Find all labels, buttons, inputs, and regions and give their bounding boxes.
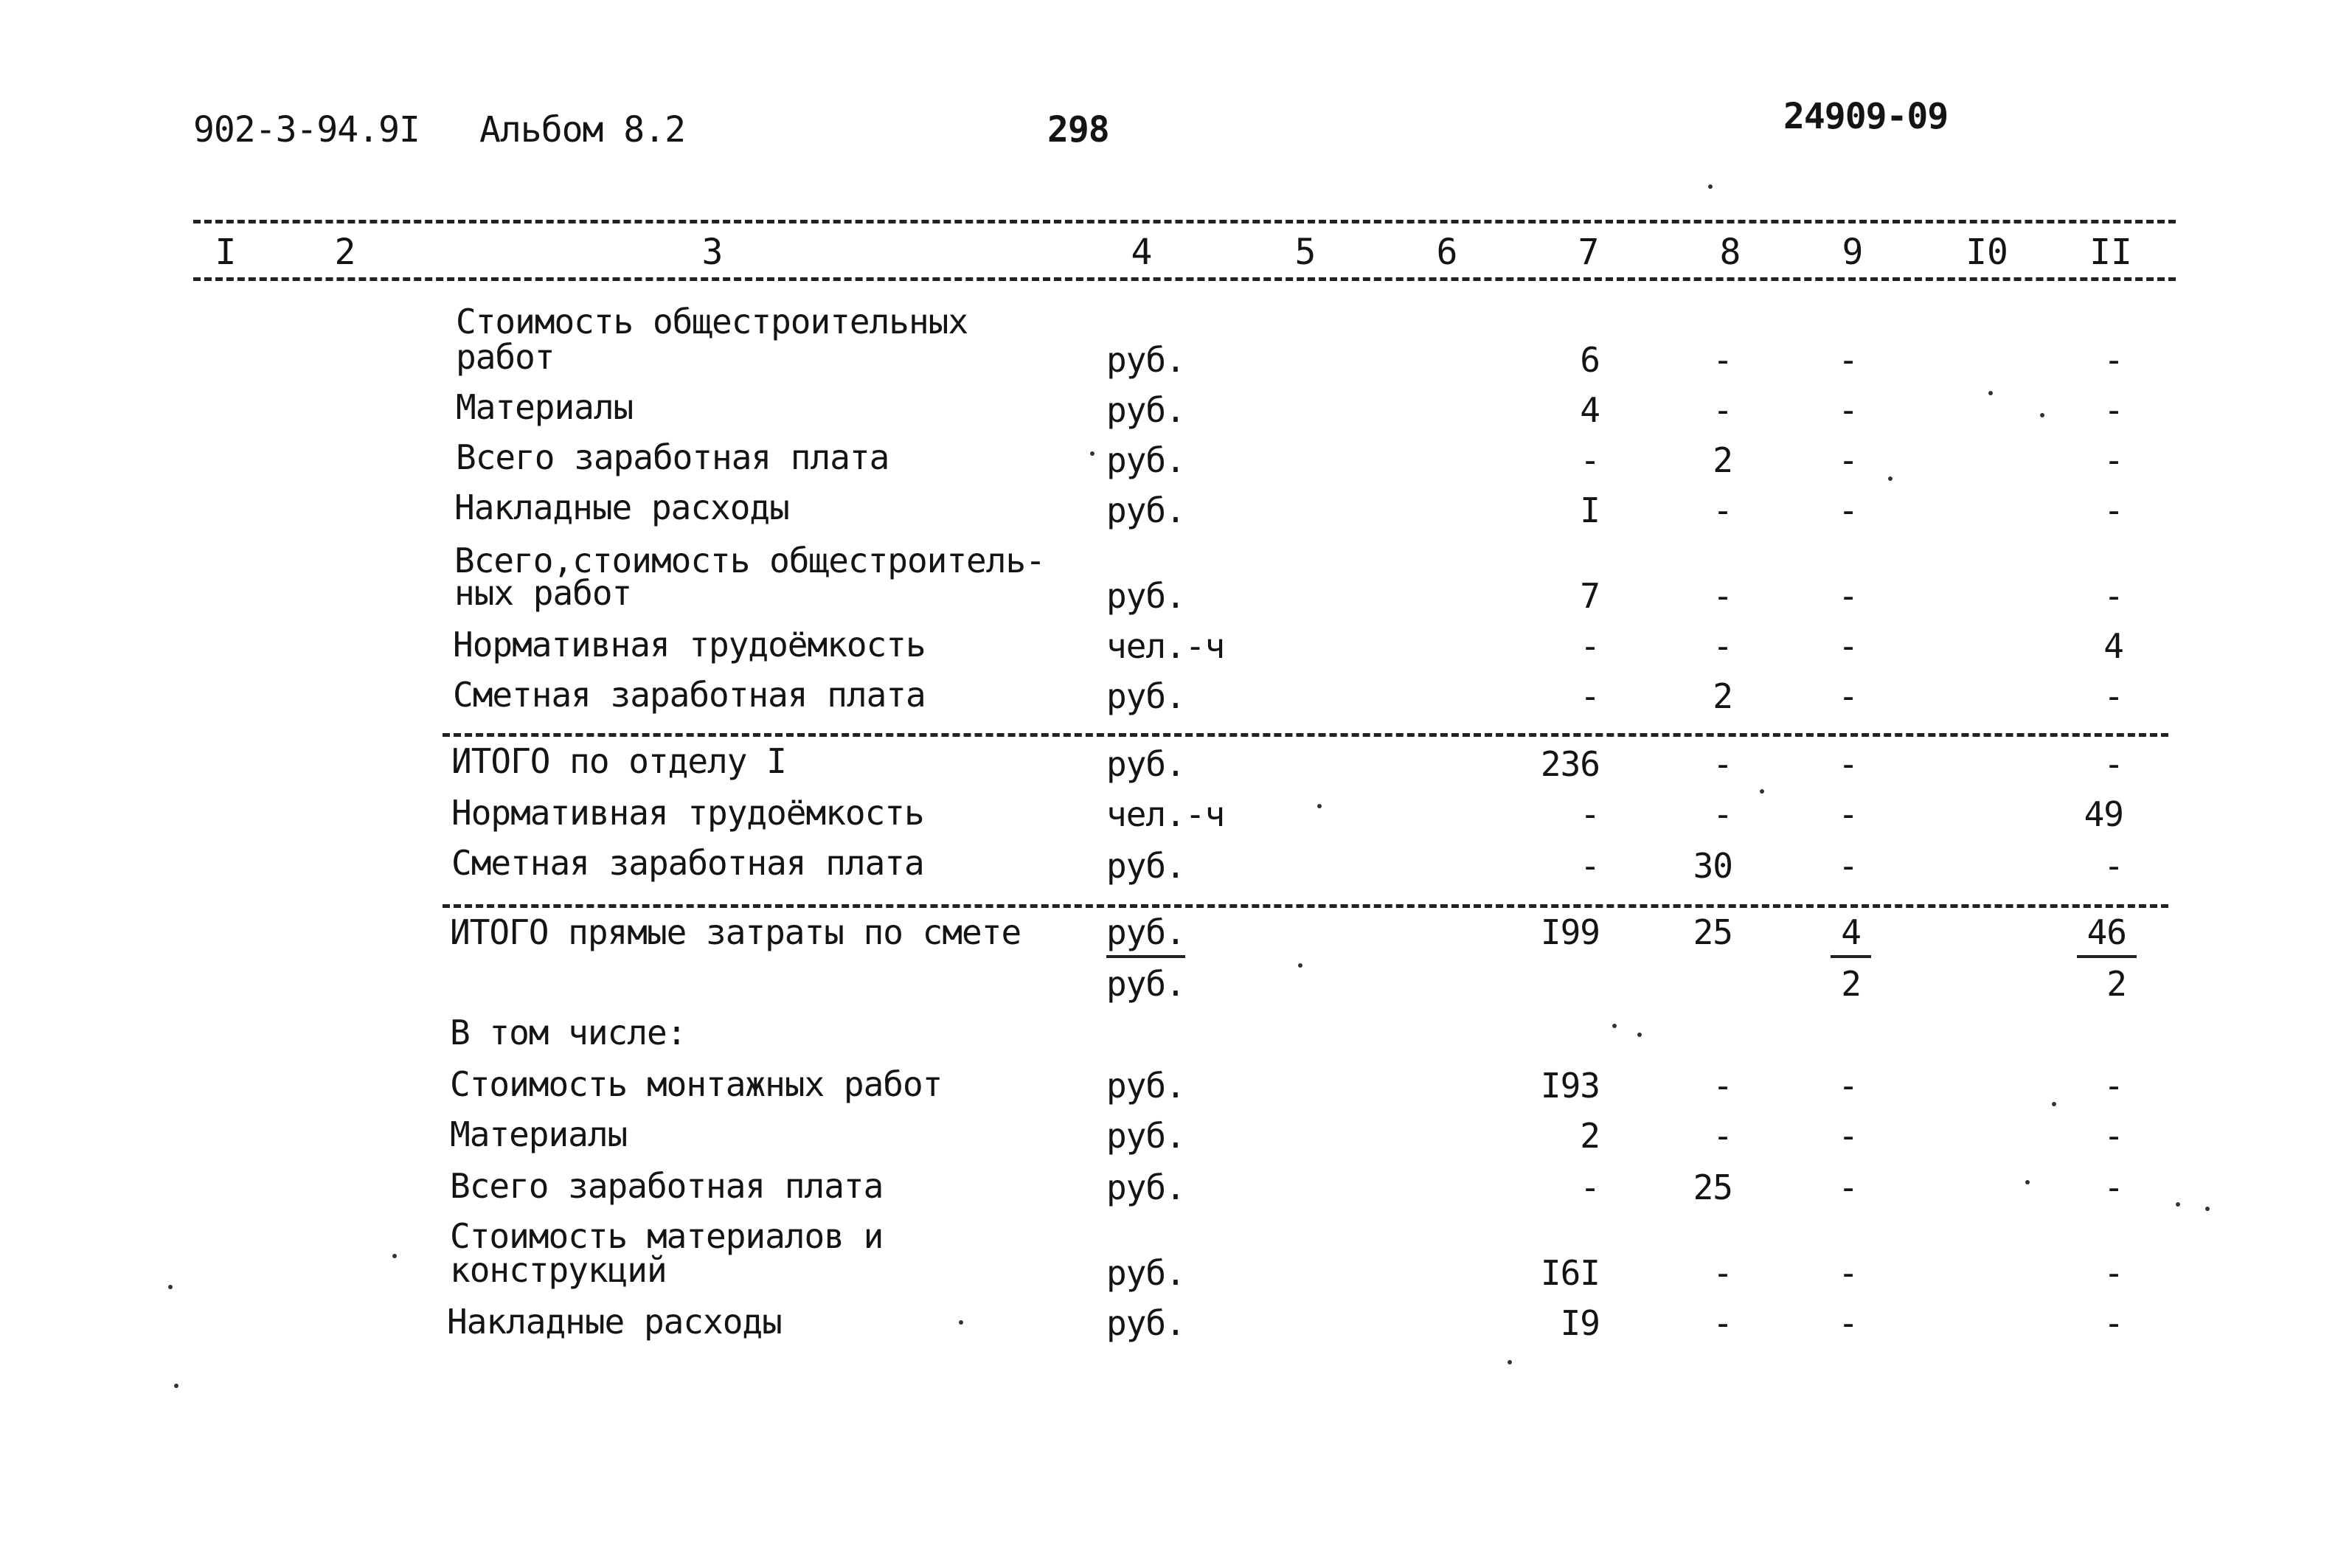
col9-cell: - [1838,1253,1858,1293]
unit-cell: руб. [1106,490,1185,530]
col11-cell: - [2103,1116,2123,1156]
col8-cell: 2 [1713,440,1732,480]
row-label: Всего заработная плата [450,1166,884,1206]
unit-cell: руб. [1106,440,1185,480]
col8-cell: - [1713,1066,1732,1106]
header-top-rule [193,220,2176,223]
col11-cell: - [2103,1168,2123,1207]
col8-cell: - [1713,794,1732,834]
row-label: Всего,стоимость общестроитель- [454,541,1045,580]
col7-cell: - [1580,1168,1600,1207]
section-total-label: ИТОГО по отделу I [451,741,786,781]
col7-cell: I93 [1540,1066,1600,1106]
col8-cell: - [1713,576,1732,616]
page-number: 298 [1047,109,1109,150]
row-label-continued: конструкций [450,1250,667,1290]
col7-cell: - [1580,626,1600,666]
header-bottom-rule [193,277,2176,281]
unit-cell-wrap [1106,912,1185,952]
col9-fraction-wrap [1831,912,1871,952]
column-number-6: 6 [1436,232,1458,273]
column-number-10: I0 [1966,232,2008,273]
col8-cell: 25 [1693,912,1732,952]
subheading: В том числе: [450,1013,687,1052]
col7-cell: - [1580,676,1600,716]
row-label: Нормативная трудоёмкость [451,793,924,833]
col8-cell: 30 [1693,846,1732,886]
unit-cell: руб. [1106,576,1185,616]
unit-cell: чел.-ч [1106,794,1225,834]
scan-speck [959,1320,963,1325]
col9-cell: - [1838,1116,1858,1156]
unit-cell-underlined: руб. [1106,912,1185,958]
col9-cell: - [1838,1066,1858,1106]
col8-cell: - [1713,1253,1732,1293]
col11-denominator: 2 [2106,964,2126,1004]
col11-cell: - [2103,1303,2123,1343]
col7-cell: 2 [1580,1116,1600,1156]
row-label: Стоимость материалов и [450,1216,884,1256]
scan-speck [2176,1202,2180,1207]
col11-cell: - [2103,340,2123,380]
col9-cell: - [1838,846,1858,886]
col9-cell: - [1838,490,1858,530]
album-label: Альбом 8.2 [479,109,685,150]
scan-speck [174,1384,178,1388]
col11-cell: 49 [2084,794,2123,834]
row-label: Материалы [450,1114,628,1154]
col9-numerator: 4 [1831,912,1871,958]
section-divider [443,904,2168,908]
row-label: Накладные расходы [454,488,789,527]
col11-numerator: 46 [2077,912,2137,958]
scan-speck [1612,1024,1617,1028]
scan-speck [1708,184,1713,189]
scan-speck [2040,413,2044,417]
col11-cell: - [2103,1066,2123,1106]
col7-cell: - [1580,846,1600,886]
column-number-8: 8 [1719,232,1741,273]
col7-cell: 4 [1580,390,1600,430]
scan-speck [1090,451,1095,456]
col11-cell: - [2103,390,2123,430]
column-number-11: II [2089,232,2132,273]
column-number-1: I [215,232,237,273]
unit-cell: руб. [1106,1066,1185,1106]
col7-cell: 6 [1580,340,1600,380]
col9-cell: - [1838,744,1858,784]
col8-cell: - [1713,744,1732,784]
unit-cell: руб. [1106,1116,1185,1156]
column-number-7: 7 [1578,232,1600,273]
col7-cell: 236 [1540,744,1600,784]
scan-speck [1317,804,1322,808]
document-code: 902-3-94.9I [193,109,420,150]
col11-cell: - [2103,440,2123,480]
row-label-continued: работ [456,337,555,377]
row-label: Материалы [456,387,634,427]
column-number-3: 3 [701,232,724,273]
column-number-4: 4 [1131,232,1153,273]
scan-speck [1760,789,1764,794]
col8-cell: - [1713,1116,1732,1156]
col7-cell: - [1580,794,1600,834]
unit-cell: руб. [1106,390,1185,430]
direct-costs-total-label: ИТОГО прямые затраты по смете [450,912,1021,952]
scan-speck [1637,1033,1642,1037]
col11-cell: - [2103,576,2123,616]
scan-speck [2205,1207,2210,1211]
col8-cell: - [1713,626,1732,666]
unit-cell: руб. [1106,1168,1185,1207]
col9-cell: - [1838,340,1858,380]
col9-denominator: 2 [1841,964,1861,1004]
col11-cell: - [2103,490,2123,530]
row-label: Стоимость общестроительных [456,302,968,341]
scan-speck [168,1285,173,1289]
col8-cell: 25 [1693,1168,1732,1207]
unit-cell: чел.-ч [1106,626,1225,666]
scan-speck [2025,1180,2030,1184]
col11-cell: 4 [2103,626,2123,666]
unit-cell: руб. [1106,1303,1185,1343]
col9-cell: - [1838,676,1858,716]
col9-cell: - [1838,390,1858,430]
col7-cell: I6I [1540,1253,1600,1293]
section-divider [443,733,2168,737]
col7-cell: - [1580,440,1600,480]
col7-cell: I9 [1560,1303,1600,1343]
row-label: Сметная заработная плата [451,843,924,883]
scan-speck [2052,1102,2056,1106]
col11-cell: - [2103,846,2123,886]
col8-cell: - [1713,1303,1732,1343]
col8-cell: - [1713,490,1732,530]
column-number-5: 5 [1294,232,1317,273]
col7-cell: 7 [1580,576,1600,616]
col7-cell: I99 [1540,912,1600,952]
scan-speck [392,1254,397,1258]
row-label: Всего заработная плата [456,437,889,477]
col11-cell: - [2103,1253,2123,1293]
scan-speck [1508,1360,1512,1364]
col8-cell: - [1713,340,1732,380]
col9-cell: - [1838,626,1858,666]
row-label: Нормативная трудоёмкость [453,625,926,665]
col9-cell: - [1838,440,1858,480]
col9-cell: - [1838,1168,1858,1207]
row-label: Сметная заработная плата [453,675,926,715]
row-label: Стоимость монтажных работ [450,1064,943,1104]
col11-cell: - [2103,744,2123,784]
unit-cell: руб. [1106,846,1185,886]
scan-speck [1888,476,1893,481]
unit-cell: руб. [1106,340,1185,380]
col8-cell: - [1713,390,1732,430]
unit-cell: руб. [1106,744,1185,784]
unit-cell: руб. [1106,964,1185,1004]
column-number-9: 9 [1842,232,1864,273]
col9-cell: - [1838,576,1858,616]
col9-cell: - [1838,1303,1858,1343]
col11-fraction-wrap [2077,912,2137,952]
row-label-continued: ных работ [454,573,632,613]
scan-speck [1988,391,1993,395]
col11-cell: - [2103,676,2123,716]
row-label: Накладные расходы [447,1302,782,1342]
document-number: 24909-09 [1783,96,1949,137]
unit-cell: руб. [1106,676,1185,716]
col9-cell: - [1838,794,1858,834]
column-number-2: 2 [334,232,356,273]
col7-cell: I [1580,490,1600,530]
scan-speck [1298,963,1302,968]
unit-cell: руб. [1106,1253,1185,1293]
col8-cell: 2 [1713,676,1732,716]
